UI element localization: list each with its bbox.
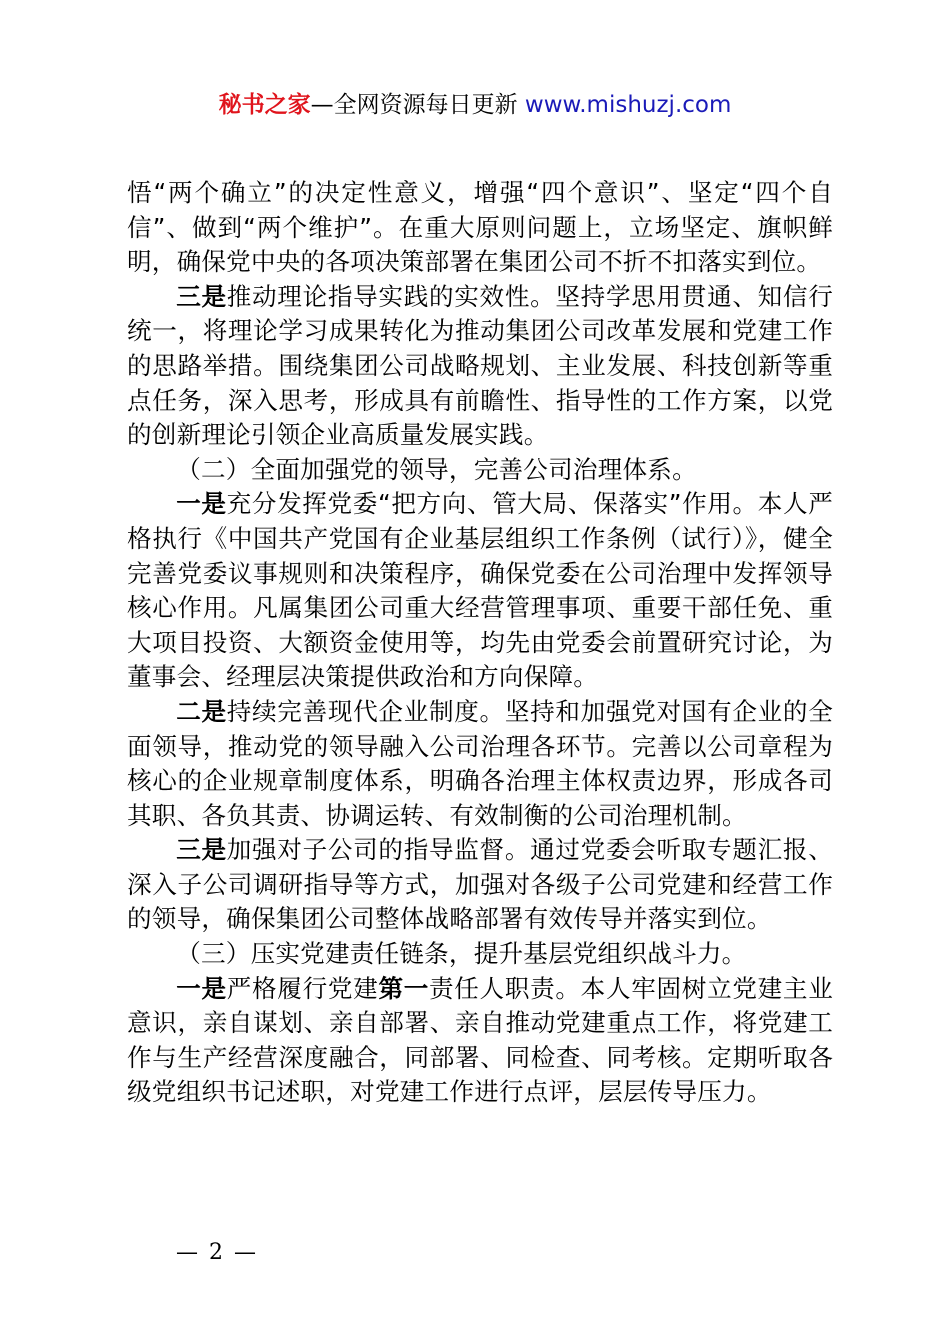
paragraph-text-cont: 责任人职责。本人牢固树立党建主业意识，亲自谋划、亲自部署、亲自推动党建重点工作，将党建工作与生产经营深度融合，同部署、同检查、同考核。定期听取各级党组织书记述职，对党建工作进行点评，层层传导压力。	[127, 973, 833, 1107]
document-body	[127, 176, 833, 1110]
paragraph-lead: 一是	[176, 489, 227, 519]
header-url-link[interactable]: www.mishuzj.com	[524, 92, 732, 118]
paragraph-continuation	[127, 176, 833, 280]
paragraph-text: 推动理论指导实践的实效性。坚持学思用贯通、知信行统一，将理论学习成果转化为推动集团公司改革发展和党建工作的思路举措。围绕集团公司战略规划、主业发展、科技创新等重点任务，深入思考，形成具有前瞻性、指导性的工作方案，以党的创新理论引领企业高质量发展实践。	[127, 281, 833, 450]
page-header	[0, 88, 950, 122]
paragraph-emphasis: 第一	[378, 973, 429, 1003]
paragraph-point-3	[127, 280, 833, 453]
section-heading-text: （三）压实党建责任链条，提升基层党组织战斗力。	[176, 939, 747, 969]
paragraph-text: 持续完善现代企业制度。坚持和加强党对国有企业的全面领导，推动党的领导融入公司治理各环节。完善以公司章程为核心的企业规章制度体系，明确各治理主体权责边界，形成各司其职、各负其责、协调运转、有效制衡的公司治理机制。	[127, 696, 833, 830]
paragraph-text: 严格履行党建	[226, 973, 379, 1003]
paragraph-text: 悟“两个确立”的决定性意义，增强“四个意识”、坚定“四个自信”、做到“两个维护”。在重大原则问题上，立场坚定、旗帜鲜明，确保党中央的各项决策部署在集团公司不折不扣落实到位。	[127, 178, 833, 277]
paragraph-lead: 二是	[176, 696, 227, 726]
paragraph-point-2	[127, 695, 833, 833]
section-heading-text: （二）全面加强党的领导，完善公司治理体系。	[176, 454, 697, 484]
section-heading-2	[127, 453, 833, 488]
paragraph-lead: 三是	[176, 281, 227, 311]
paragraph-text: 充分发挥党委“把方向、管大局、保落实”作用。本人严格执行《中国共产党国有企业基层组织工作条例（试行）》，健全完善党委议事规则和决策程序，确保党委在公司治理中发挥领导核心作用。凡属集团公司重大经营管理事项、重要干部任免、重大项目投资、大额资金使用等，均先由党委会前置研究讨论，为董事会、经理层决策提供政治和方向保障。	[127, 489, 834, 692]
section-heading-3	[127, 937, 833, 972]
paragraph-point-1	[127, 487, 833, 695]
header-slogan: —全网资源每日更新	[310, 92, 525, 118]
paragraph-text: 加强对子公司的指导监督。通过党委会听取专题汇报、深入子公司调研指导等方式，加强对各级子公司党建和经营工作的领导，确保集团公司整体战略部署有效传导并落实到位。	[127, 835, 833, 934]
paragraph-point-3b	[127, 833, 833, 937]
header-brand: 秘书之家	[218, 92, 311, 118]
paragraph-point-1b	[127, 972, 833, 1110]
paragraph-lead: 三是	[176, 835, 227, 865]
page-number: — 2 —	[176, 1240, 258, 1265]
paragraph-lead: 一是	[176, 973, 227, 1003]
